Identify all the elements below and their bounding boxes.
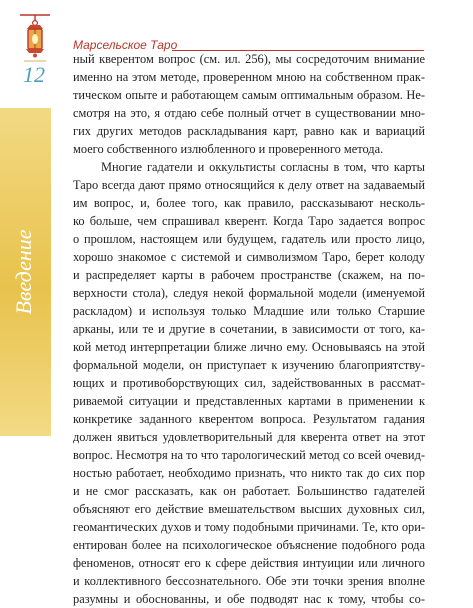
text-line: формальной модели, он приступает к изучению благоприятству-: [73, 358, 425, 372]
text-line: моего собственного излюбленного и проверенного метода.: [73, 142, 384, 156]
text-line: хорошо знакомое с системой и символизмом Таро, берет колоду: [73, 250, 425, 264]
body-text: [73, 50, 425, 608]
text-line: ющих и противоборствующих сил, задействованных в рассмат-: [73, 376, 425, 390]
text-line: гих других методов раскладывания карт, равно как и вариаций: [73, 124, 425, 138]
text-line: вопрос. Несмотря на то что тарологический метод со всей очевид-: [73, 448, 425, 462]
text-line: верхности стола), следуя некой формальной модели (именуемой: [73, 286, 425, 300]
text-line: ный кверентом вопрос (см. ил. 256), мы сосредоточим внимание: [73, 52, 425, 66]
text-line: объясняют его действие вмешательством высших духовных сил,: [73, 502, 425, 516]
text-line: тическом опыте и работающем самым оптимальным образом. Не-: [73, 88, 425, 102]
text-line: геомантических духов и тому подобными причинами. Те, кто ори-: [73, 520, 425, 534]
text-line: риваемой ситуации и представленных картами в применении к: [73, 394, 425, 408]
running-title: Марсельское Таро: [73, 38, 178, 52]
text-line: конкретике заданного кверентом вопроса. Результатом гадания: [73, 412, 425, 426]
text-line: ентирован более на психологическое объяснение подобного рода: [73, 538, 425, 552]
text-line: и не смог рассказать, как он работает. Большинство гадателей: [73, 484, 425, 498]
text-line: кой метод интерпретации ближе лично ему. Основываясь на этой: [73, 340, 425, 354]
text-line: должен явиться удовлетворительный для кверента ответ на этот: [73, 430, 425, 444]
text-line: разумны и обоснованны, и обе подводят нас к тому, чтобы со-: [73, 592, 425, 606]
text-line: о прошлом, настоящем или будущем, гадатель или просто лицо,: [73, 232, 425, 246]
text-line: им вопрос, и, более того, как правило, рассказывают несколь-: [73, 196, 425, 210]
text-line: Таро всегда дают прямо относящийся к делу ответ на задаваемый: [73, 178, 425, 192]
paragraph-2: [73, 158, 425, 608]
paragraph-1: [73, 50, 425, 158]
text-line: именно на этом методе, проверенном мною на собственном прак-: [73, 70, 425, 84]
text-line: арканы, или те и другие в сочетании, в зависимости от того, ка-: [73, 322, 425, 336]
text-line: ностью работает, необходимо признать, что никто так до сих пор: [73, 466, 425, 480]
lantern-icon: [18, 11, 52, 67]
text-line: и распределяет карты в рабочем пространстве (скажем, на по-: [73, 268, 425, 282]
text-line: феноменов, относят его к сфере действия интуиции или личного: [73, 556, 425, 570]
page-number: 12: [23, 62, 45, 87]
text-line: раскладом) и используя только Младшие или только Старшие: [73, 304, 425, 318]
section-label-text: Введение: [11, 229, 36, 315]
text-line: Многие гадатели и оккультисты согласны в том, что карты: [101, 160, 425, 174]
text-line: смотря на это, я отдаю себе полный отчет в существовании мно-: [73, 106, 425, 120]
text-line: и коллективного бессознательного. Обе эти точки зрения вполне: [73, 574, 425, 588]
text-line: ко больше, чем спрашивал кверент. Когда Таро задается вопрос: [73, 214, 425, 228]
